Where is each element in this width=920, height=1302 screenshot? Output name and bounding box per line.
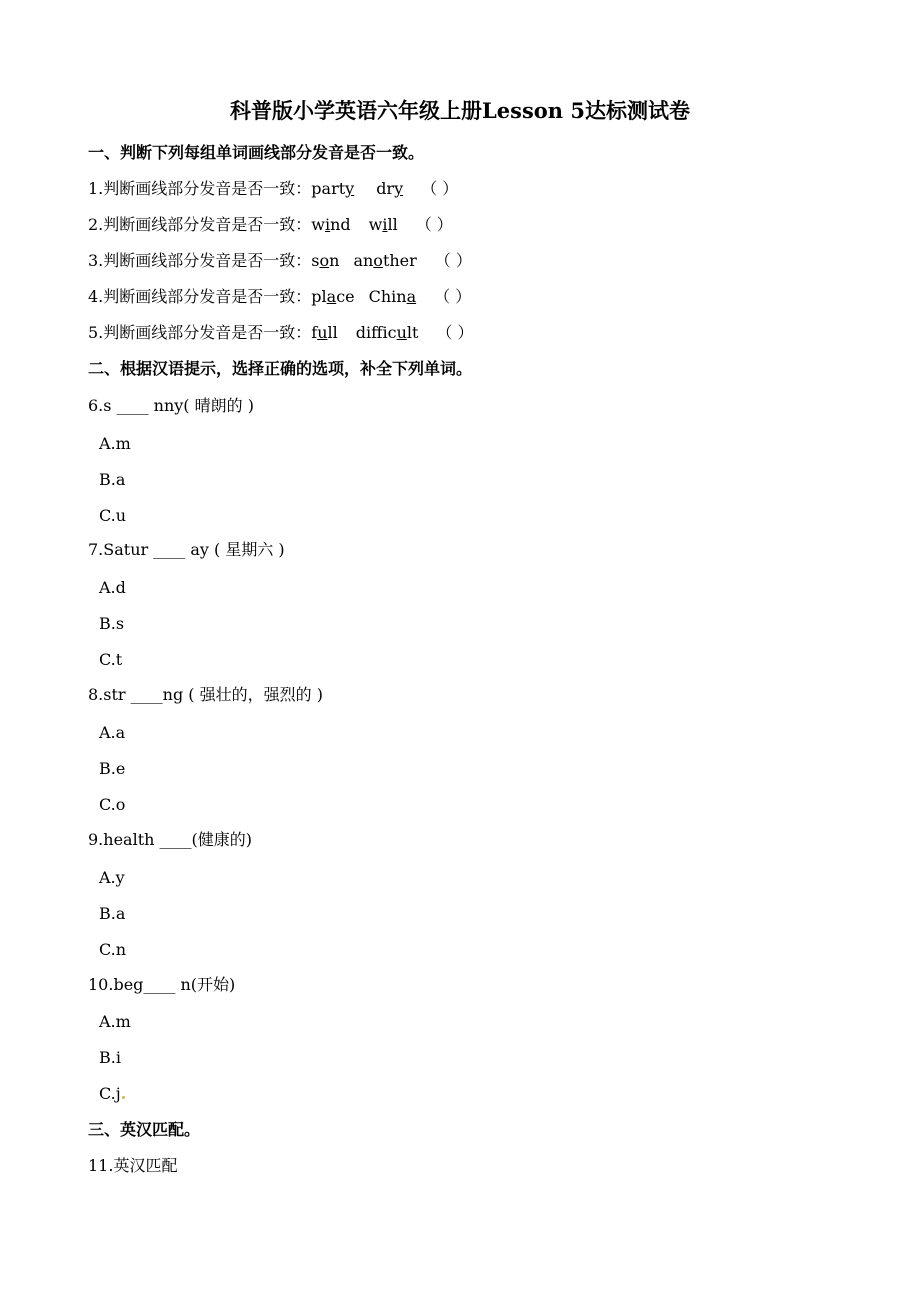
answer-blank: （ ）: [421, 179, 459, 198]
option-6a: A.m: [99, 434, 131, 453]
option-7c: C.t: [99, 650, 123, 669]
question-8: 8.str ____ng ( 强壮的，强烈的 ): [88, 685, 323, 704]
question-6: 6.s ____ nny( 晴朗的 ): [88, 396, 254, 415]
question-7: 7.Satur ____ ay ( 星期六 ): [88, 540, 285, 559]
option-6b: B.a: [99, 470, 126, 489]
answer-blank: （ ）: [434, 251, 472, 270]
question-10: 10.beg____ n(开始): [88, 975, 236, 994]
section-2-heading: 二、根据汉语提示，选择正确的选项，补全下列单词。: [88, 359, 473, 378]
question-3: 3.判断画线部分发音是否一致：son another （ ）: [88, 251, 472, 270]
question-4: 4.判断画线部分发音是否一致：place China （ ）: [88, 287, 472, 306]
option-7b: B.s: [99, 614, 125, 633]
option-7a: A.d: [99, 578, 126, 597]
answer-blank: （ ）: [436, 323, 474, 342]
option-9c: C.n: [99, 940, 127, 959]
underlined-letter: u: [317, 323, 328, 342]
question-2: 2.判断画线部分发音是否一致：wind will （ ）: [88, 215, 453, 234]
option-9b: B.a: [99, 904, 126, 923]
underlined-letter: o: [319, 251, 330, 270]
option-10b: B.i: [99, 1048, 121, 1067]
option-10c: C.j: [99, 1082, 125, 1106]
underlined-letter: y: [345, 179, 355, 198]
underlined-letter: a: [406, 287, 417, 306]
option-10a: A.m: [99, 1012, 131, 1031]
underlined-letter: a: [326, 287, 337, 306]
page-title: 科普版小学英语六年级上册Lesson 5达标测试卷: [230, 98, 690, 123]
question-1: 1.判断画线部分发音是否一致：party dry （ ）: [88, 179, 459, 198]
underlined-letter: i: [324, 215, 331, 234]
underlined-letter: u: [396, 323, 407, 342]
option-6c: C.u: [99, 506, 127, 525]
stray-mark: [122, 1096, 125, 1099]
question-9: 9.health ____(健康的): [88, 830, 253, 849]
option-8c: C.o: [99, 795, 126, 814]
section-3-heading: 三、英汉匹配。: [88, 1120, 201, 1139]
underlined-letter: y: [394, 179, 404, 198]
underlined-letter: i: [382, 215, 388, 234]
option-8b: B.e: [99, 759, 126, 778]
option-8a: A.a: [99, 723, 126, 742]
question-5: 5.判断画线部分发音是否一致：full difficult （ ）: [88, 323, 474, 342]
section-1-heading: 一、判断下列每组单词画线部分发音是否一致。: [88, 143, 425, 162]
question-11: 11.英汉匹配: [88, 1156, 178, 1175]
option-9a: A.y: [99, 868, 125, 887]
underlined-letter: o: [373, 251, 383, 270]
answer-blank: （ ）: [434, 287, 472, 306]
answer-blank: （ ）: [415, 215, 453, 234]
